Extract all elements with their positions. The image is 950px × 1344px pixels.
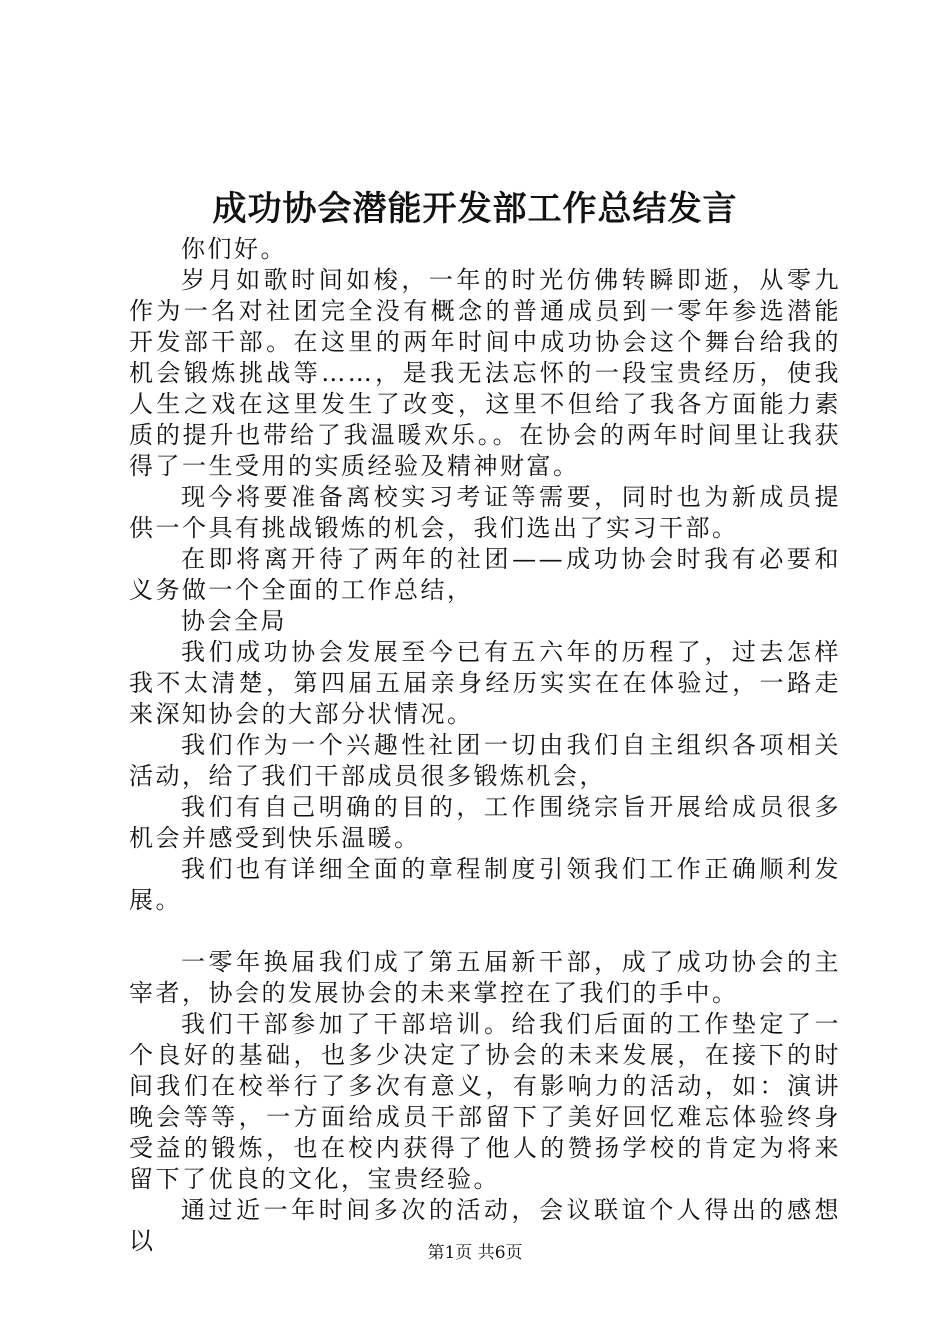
paragraph-charter: 我们也有详细全面的章程制度引领我们工作正确顺利发展。 [129,855,841,914]
paragraph-intern-cadre: 现今将要准备离校实习考证等需要，同时也为新成员提供一个具有挑战锻炼的机会，我们选出了实习干部。 [129,483,841,542]
document-body [129,234,841,1257]
paragraph-interest-club: 我们作为一个兴趣性社团一切由我们自主组织各项相关活动，给了我们干部成员很多锻炼机会， [129,731,841,790]
paragraph-history: 我们成功协会发展至今已有五六年的历程了，过去怎样我不太清楚，第四届五届亲身经历实实在在体验过，一路走来深知协会的大部分状情况。 [129,638,841,728]
paragraph-training: 我们干部参加了干部培训。给我们后面的工作垫定了一个良好的基础，也多少决定了协会的未来发展，在接下的时间我们在校举行了多次有意义，有影响力的活动，如：演讲晚会等等，一方面给成员干部留下了美好回忆难忘体验终身受益的锻炼，也在校内获得了他人的赞扬学校的肯定为将来留下了优良的文化，宝贵经验。 [129,1010,841,1193]
paragraph-greeting: 你们好。 [181,235,287,263]
paragraph-purpose: 我们有自己明确的目的，工作围绕宗旨开展给成员很多机会并感受到快乐温暖。 [129,793,841,852]
section-heading-overall: 协会全局 [181,607,287,635]
paragraph-reflection: 通过近一年时间多次的活动，会议联谊个人得出的感想以 [129,1196,841,1255]
paragraph-new-cadre: 一零年换届我们成了第五届新干部，成了成功协会的主宰者，协会的发展协会的未来掌控在了我们的手中。 [129,948,841,1007]
document-title: 成功协会潜能开发部工作总结发言 [212,189,738,229]
blank-line [129,916,841,947]
page-footer: 第1页 共6页 [427,1243,523,1263]
paragraph-summary-purpose: 在即将离开待了两年的社团——成功协会时我有必要和义务做一个全面的工作总结， [129,545,841,604]
paragraph-intro: 岁月如歌时间如梭，一年的时光仿佛转瞬即逝，从零九作为一名对社团完全没有概念的普通成员到一零年参选潜能开发部干部。在这里的两年时间中成功协会这个舞台给我的机会锻炼挑战等……，是我无法忘怀的一段宝贵经历，使我人生之戏在这里发生了改变，这里不但给了我各方面能力素质的提升也带给了我温暖欢乐。。在协会的两年时间里让我获得了一生受用的实质经验及精神财富。 [129,266,841,480]
